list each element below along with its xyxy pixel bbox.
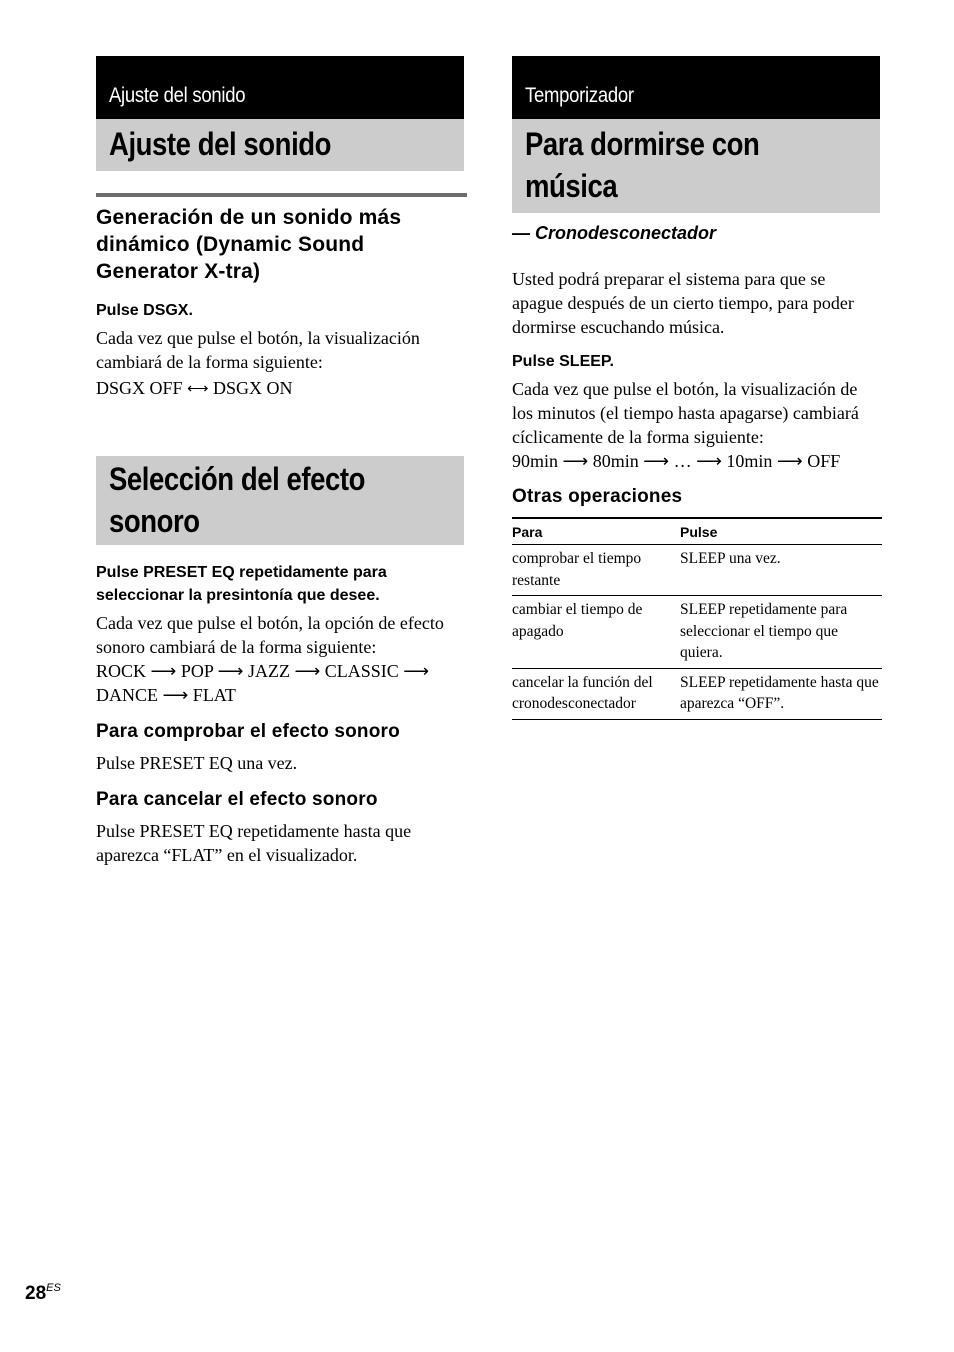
other-ops-table [512,517,882,720]
sleep-intro: Usted podrá preparar el sistema para que se apague después de un cierto tiempo, para poder dormirse escuchando música. [512,269,854,337]
check-effect-body: Pulse PRESET EQ una vez. [96,753,298,773]
section-category: Ajuste del sonido [109,84,246,107]
section-category: Temporizador [525,84,634,107]
page-number: $28^{ES}$ [25,1282,61,1304]
column-header: Pulse [680,518,882,545]
section-title-bar [96,456,464,545]
sleep-body: Cada vez que pulse el botón, la visualización de los minutos (el tiempo hasta apagarse) cambiará cíclicamente de la forma siguiente: [512,379,859,447]
sleep-step: Pulse SLEEP. [512,353,614,370]
column-header: Para [512,518,680,545]
section-title: Para dormirse con música [525,126,760,204]
eq-step: Pulse PRESET EQ repetidamente para seleccionar la presintonía que desee. [96,564,387,604]
table-cell: SLEEP una vez. [680,545,882,596]
dsgx-sequence: DSGX OFF ⟷ DSGX ON [96,378,293,398]
table-cell: SLEEP repetidamente para seleccionar el tiempo que quiera. [680,596,882,669]
eq-sequence-line1: ROCK ⟶ POP ⟶ JAZZ ⟶ CLASSIC ⟶ [96,661,430,681]
eq-body: Cada vez que pulse el botón, la opción de efecto sonoro cambiará de la forma siguiente: [96,613,444,657]
section-title-bar [512,119,880,213]
section-category-bar [96,56,464,119]
left-column [96,56,464,867]
section-title-bar [96,119,464,171]
table-row [512,596,882,669]
sleep-sequence: 90min ⟶ 80min ⟶ … ⟶ 10min ⟶ OFF [512,451,841,471]
dsgx-step: Pulse DSGX. [96,302,193,319]
other-ops-heading: Otras operaciones [512,486,683,507]
table-header-row [512,518,882,545]
eq-sequence-line2: DANCE ⟶ FLAT [96,685,236,705]
table-cell: SLEEP repetidamente hasta que aparezca “OFF”. [680,668,882,719]
cancel-effect-heading: Para cancelar el efecto sonoro [96,789,378,810]
dsgx-heading: Generación de un sonido más dinámico (Dynamic Sound Generator X-tra) [96,206,402,283]
table-row [512,545,882,596]
dsgx-body: Cada vez que pulse el botón, la visualización cambiará de la forma siguiente: [96,328,420,372]
section-subtitle: — Cronodesconectador [512,223,717,243]
check-effect-heading: Para comprobar el efecto sonoro [96,721,400,742]
section-title: Selección del efecto sonoro [109,461,365,539]
section-title: Ajuste del sonido [109,126,332,162]
page-locale: ES [46,1282,61,1294]
table-cell: comprobar el tiempo restante [512,545,680,596]
table-cell: cambiar el tiempo de apagado [512,596,680,669]
double-arrow-icon: ⟷ [187,381,209,397]
table-row [512,668,882,719]
heading-rule [96,193,467,197]
cancel-effect-body: Pulse PRESET EQ repetidamente hasta que aparezca “FLAT” en el visualizador. [96,821,412,865]
table-cell: cancelar la función del cronodesconectador [512,668,680,719]
section-category-bar [512,56,880,119]
right-column [512,56,880,720]
